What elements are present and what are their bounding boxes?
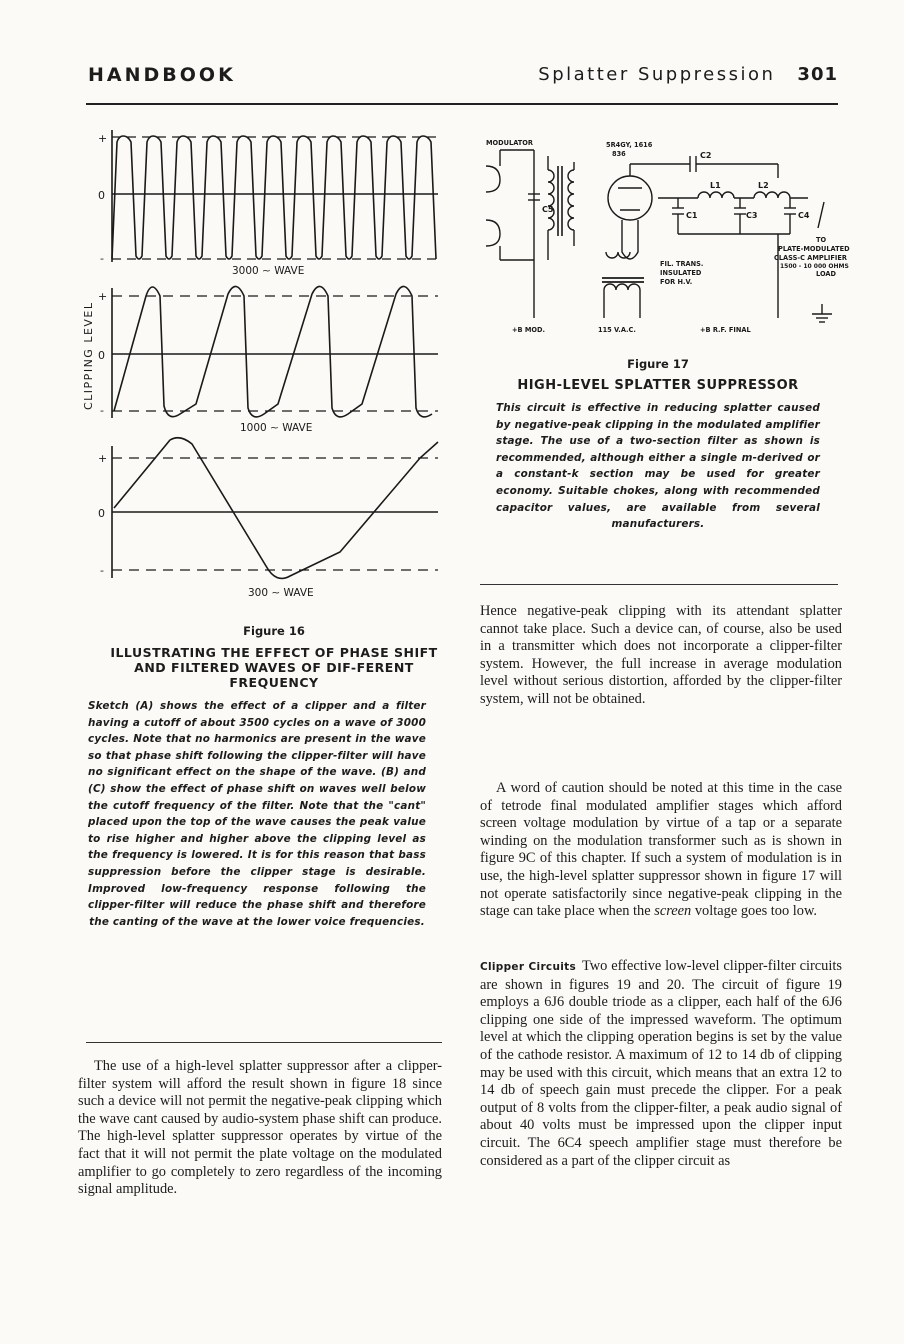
right-paragraph-3-text: Two effective low-level clipper-filter circuits are shown in figures 19 and 20. The circuit of figure 19 employs a 6J6 double triode as a clipper, each half of the 6J6 clipping one side of the impressed waveform. The optimum level at which the clipping operation begins is set by the value of the cathode resistor. A maximum of 12 to 14 db of clipping may be used with this circuit, which means that an extra 12 to 14 db of speech gain must precede the clipper. For a peak output of 8 volts from the clipper-filter, a peak audio signal of about 40 volts must be impressed upon the clipper input circuit. The 6C4 speech amplifier stage must therefore be considered as a part of the clipper circuit as (480, 958, 842, 1169)
label-c2: C2 (700, 151, 712, 160)
label-fil-3: FOR H.V. (660, 278, 693, 286)
panel-b-zero: 0 (98, 349, 105, 362)
label-l2: L2 (758, 181, 769, 190)
label-modulator: MODULATOR (486, 139, 533, 147)
right-column-rule (480, 584, 838, 585)
right-paragraph-2-a: A word of caution should be noted at this time in the case of tetrode final modulated amplifier stages which afford screen voltage modulation by virtue of a tap or a separate winding on the modulation transformer such as is shown in figure 9C of this chapter. If such a system of modulation is in use, the high-level splatter suppressor shown in figure 17 will not operate satisfactorily since negative-peak clipping in the stage can take place when the (480, 780, 842, 920)
label-fil-2: INSULATED (660, 269, 702, 277)
left-column-rule (86, 1042, 442, 1043)
figure-17-number: Figure 17 (627, 357, 689, 371)
wave-300 (114, 438, 438, 579)
panel-c-plus: + (98, 452, 108, 465)
label-b-mod: +B MOD. (512, 326, 545, 334)
wave-3000 (112, 136, 436, 259)
panel-a-plus: + (98, 132, 108, 145)
panel-a-label: 3000 ∼ WAVE (232, 265, 305, 277)
label-b-rf: +B R.F. FINAL (700, 326, 751, 334)
page-number: 301 (797, 64, 838, 85)
panel-b-plus: + (98, 290, 108, 303)
label-115vac: 115 V.A.C. (598, 326, 636, 334)
label-c1: C1 (686, 211, 698, 220)
figure-16-waveforms (80, 128, 460, 608)
label-load-4: LOAD (816, 270, 836, 278)
panel-c-zero: 0 (98, 507, 105, 520)
running-head-right (538, 64, 838, 85)
y-axis-label: CLIPPING LEVEL (82, 301, 95, 410)
header-rule (86, 103, 838, 105)
label-to: TO (816, 236, 827, 244)
right-paragraph-1: Hence negative-peak clipping with its attendant splatter cannot take place. Such a device can, of course, also be used in a transmitter which does not incorporate a clipper-filter system. However, the full increase in average modulation level without serious distortion, afforded by the clipper-filter system, will not be obtained. (480, 603, 842, 707)
label-836: 836 (612, 150, 626, 158)
figure-16-title: ILLUSTRATING THE EFFECT OF PHASE SHIFT AND FILTERED WAVES OF DIF-FERENT FREQUENCY (110, 645, 438, 690)
figure-17-caption: This circuit is effective in reducing splatter caused by negative-peak clipping in the modulated amplifier stage. The use of a two-section filter as shown is recommended, although either a single m-derived or a constant-k section may be used for greater economy. Suitable chokes, along with recommended capacitor values, are available from several manufacturers. (496, 402, 820, 531)
label-c3: C3 (746, 211, 758, 220)
running-head-left: HANDBOOK (88, 64, 236, 86)
figure-16-number: Figure 16 (243, 624, 305, 638)
panel-c-minus: - (100, 564, 104, 577)
panel-a-minus: - (100, 252, 104, 265)
label-fil-1: FIL. TRANS. (660, 260, 704, 268)
figure-16-caption: Sketch (A) shows the effect of a clipper and a filter having a cutoff of about 3500 cycles on a wave of 3000 cycles. Note that no harmonics are present in the wave so that phase shift following the clipper-filter will have no significant effect on the shape of the wave. (B) and (C) show the effect of phase shift on waves well below the cutoff frequency of the filter. Note that the "cant" placed upon the top of the wave causes the peak value to rise higher and higher above the clipping level as the frequency is lowered. It is for this reason that bass suppression before the clipper stage is desirable. Improved low-frequency response following the clipper-filter will reduce the phase shift and therefore the canting of the wave at the lower voice frequencies. (88, 700, 426, 928)
label-l1: L1 (710, 181, 721, 190)
figure-17-title: HIGH-LEVEL SPLATTER SUPPRESSOR (517, 378, 799, 393)
panel-c-label: 300 ∼ WAVE (248, 587, 314, 599)
panel-b-minus: - (100, 404, 104, 417)
right-paragraph-2 (480, 780, 842, 921)
label-c5: C5 (542, 205, 554, 214)
wave-1000 (114, 286, 432, 416)
label-load-3: 1500 - 10 000 OHMS (780, 263, 849, 270)
label-load-2: CLASS-C AMPLIFIER (774, 254, 847, 262)
clipper-circuits-heading: Clipper Circuits (480, 961, 576, 973)
section-title: Splatter Suppression (538, 64, 776, 85)
label-load-1: PLATE-MODULATED (778, 245, 850, 253)
right-paragraph-2-em: screen (654, 903, 692, 920)
right-paragraph-2-b: voltage goes too low. (694, 903, 818, 920)
panel-a-zero: 0 (98, 189, 105, 202)
figure-17-schematic (478, 136, 850, 340)
label-tubes: 5R4GY, 1616 (606, 141, 653, 149)
left-paragraph: The use of a high-level splatter suppressor after a clipper-filter system will afford the result shown in figure 18 since such a device will not permit the negative-peak clipping which the wave cant caused by audio-system phase shift can produce. The high-level splatter suppressor operates by virtue of the fact that it will not permit the plate voltage on the modulated amplifier to go completely to zero regardless of the incoming signal amplitude. (78, 1058, 442, 1198)
panel-b-label: 1000 ∼ WAVE (240, 422, 313, 434)
right-paragraph-3 (480, 958, 842, 1170)
label-c4: C4 (798, 211, 810, 220)
